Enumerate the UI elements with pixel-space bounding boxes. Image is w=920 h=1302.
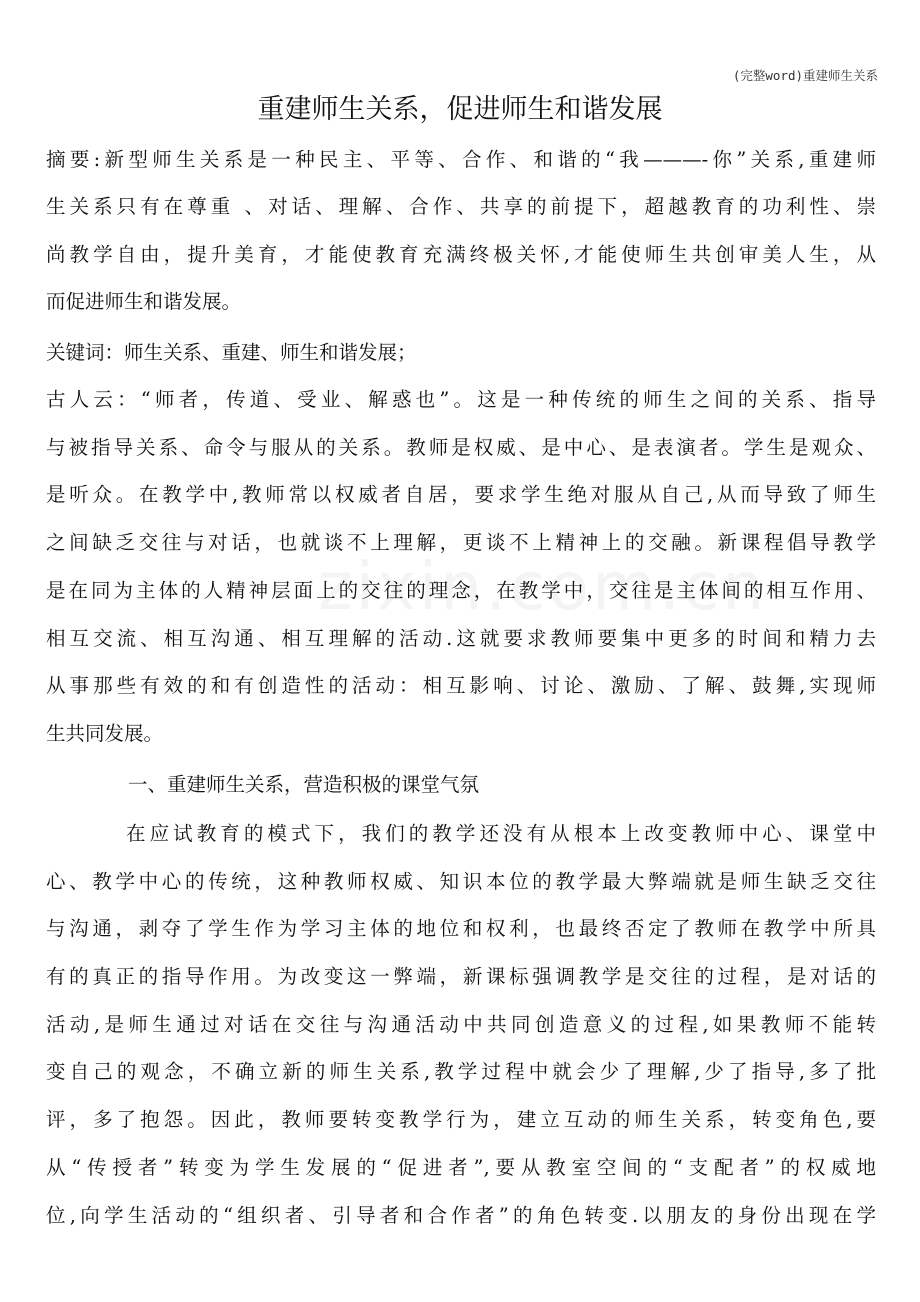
abstract-line: 生关系只有在尊重 、对话、理解、合作、共享的前提下，超越教育的功利性、崇 [46, 195, 876, 218]
abstract-line: 而促进师生和谐发展。 [46, 290, 242, 313]
intro-line: 从事那些有效的和有创造性的活动：相互影响、讨论、激励、了解、鼓舞,实现师 [46, 674, 876, 697]
section-line: 有的真正的指导作用。为改变这一弊端，新课标强调教学是交往的过程，是对话的 [46, 965, 876, 988]
section-line: 与沟通，剥夺了学生作为学习主体的地位和权利，也最终否定了教师在教学中所具 [46, 917, 876, 940]
section-line: 心、教学中心的传统，这种教师权威、知识本位的教学最大弊端就是师生缺乏交往 [46, 870, 876, 893]
intro-line: 生共同发展。 [46, 722, 164, 745]
abstract-line: 尚教学自由，提升美育，才能使教育充满终极关怀,才能使师生共创审美人生，从 [46, 243, 876, 266]
intro-line: 是听众。在教学中,教师常以权威者自居，要求学生绝对服从自己,从而导致了师生 [46, 483, 876, 506]
running-header: (完整word)重建师生关系 [732, 68, 878, 83]
intro-line: 之间缺乏交往与对话，也就谈不上理解，更谈不上精神上的交融。新课程倡导教学 [46, 531, 876, 554]
intro-line: 是在同为主体的人精神层面上的交往的理念，在教学中，交往是主体间的相互作用、 [46, 579, 876, 602]
section-line: 从“传授者”转变为学生发展的“促进者”,要从教室空间的“支配者”的权威地 [46, 1156, 876, 1179]
section-line: 评，多了抱怨。因此，教师要转变教学行为，建立互动的师生关系，转变角色,要 [46, 1108, 876, 1131]
intro-line: 古人云：“师者，传道、受业、解惑也”。这是一种传统的师生之间的关系、指导 [46, 388, 876, 411]
section-line: 活动,是师生通过对话在交往与沟通活动中共同创造意义的过程,如果教师不能转 [46, 1013, 876, 1036]
abstract-line: 摘要:新型师生关系是一种民主、平等、合作、和谐的“我———-你”关系,重建师 [46, 148, 876, 171]
section-line: 变自己的观念，不确立新的师生关系,教学过程中就会少了理解,少了指导,多了批 [46, 1060, 876, 1083]
section-line: 位,向学生活动的“组织者、引导者和合作者”的角色转变.以朋友的身份出现在学 [46, 1204, 876, 1227]
document-title: 重建师生关系，促进师生和谐发展 [257, 94, 663, 125]
intro-line: 与被指导关系、命令与服从的关系。教师是权威、是中心、是表演者。学生是观众、 [46, 436, 876, 459]
keywords-line: 关键词：师生关系、重建、师生和谐发展； [46, 341, 417, 364]
intro-line: 相互交流、相互沟通、相互理解的活动.这就要求教师要集中更多的时间和精力去 [46, 627, 876, 650]
section-heading: 一、重建师生关系，营造积极的课堂气氛 [128, 773, 480, 796]
section-line: 在应试教育的模式下，我们的教学还没有从根本上改变教师中心、课堂中 [126, 822, 876, 845]
